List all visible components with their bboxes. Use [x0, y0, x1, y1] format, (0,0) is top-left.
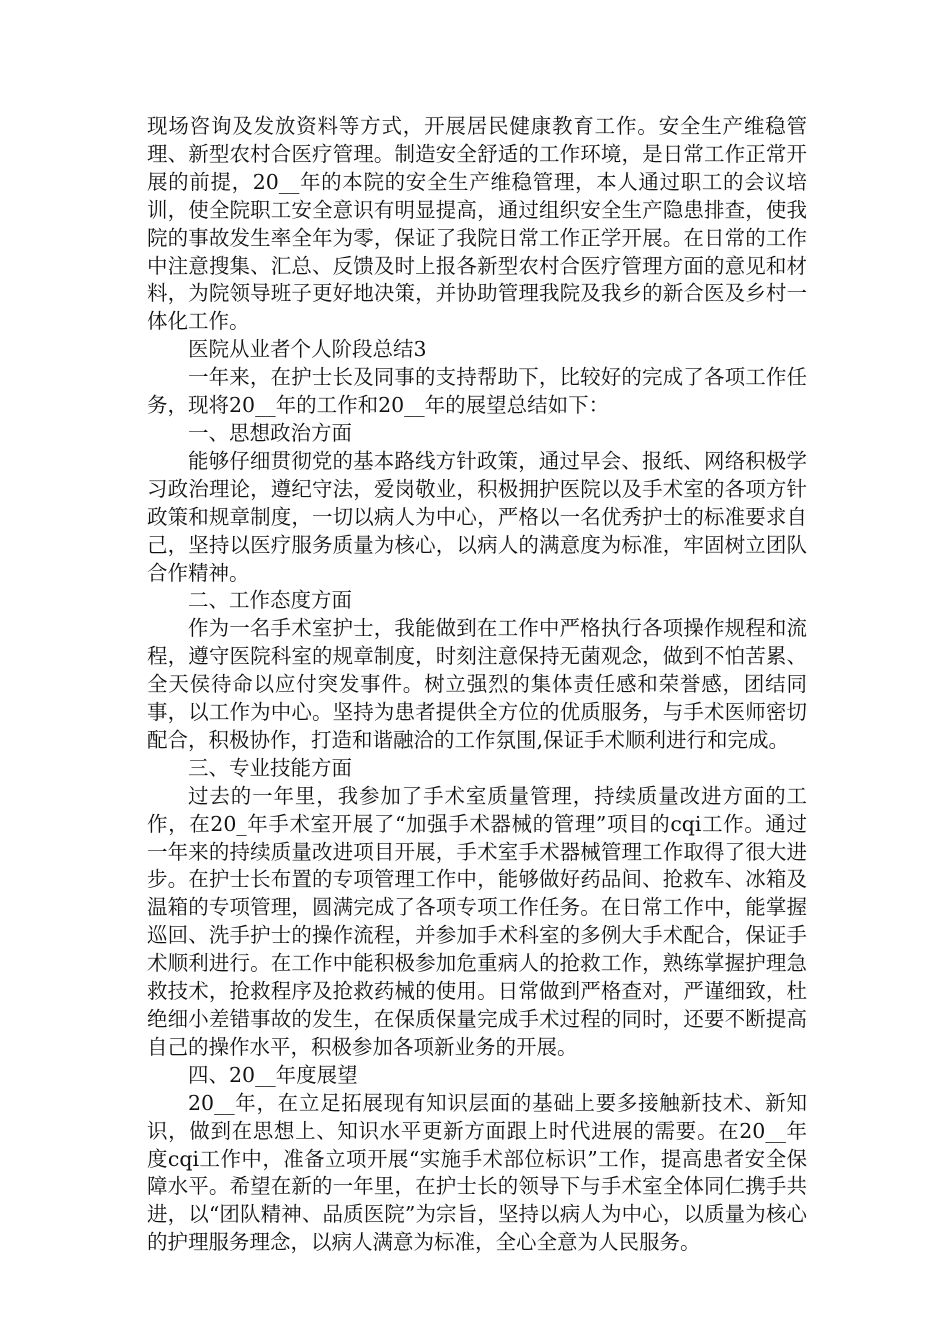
heading-political: 一、思想政治方面: [188, 420, 352, 445]
heading-outlook: 四、20__年度展望: [188, 1062, 358, 1087]
document-body: [147, 113, 807, 1257]
section-title: 医院从业者个人阶段总结3: [188, 337, 427, 362]
paragraph-political: 能够仔细贯彻党的基本路线方针政策，通过早会、报纸、网络积极学习政治理论，遵纪守法，爱岗敬业，积极拥护医院以及手术室的各项方针政策和规章制度，一切以病人为中心，严格以一名优秀护士的标准要求自己，坚持以医疗服务质量为核心，以病人的满意度为标准，牢固树立团队合作精神。: [147, 448, 807, 585]
paragraph-opening: 一年来，在护士长及同事的支持帮助下，比较好的完成了各项工作任务，现将20__年的工作和20__年的展望总结如下：: [147, 365, 807, 418]
heading-attitude: 二、工作态度方面: [188, 588, 352, 613]
paragraph-intro-continued: 现场咨询及发放资料等方式，开展居民健康教育工作。安全生产维稳管理、新型农村合医疗管理。制造安全舒适的工作环境，是日常工作正常开展的前提，20__年的本院的安全生产维稳管理，本人通过职工的会议培训，使全院职工安全意识有明显提高，通过组织安全生产隐患排查，使我院的事故发生率全年为零，保证了我院日常工作正学开展。在日常的工作中注意搜集、汇总、反馈及时上报各新型农村合医疗管理方面的意见和材料，为院领导班子更好地决策，并协助管理我院及我乡的新合医及乡村一体化工作。: [147, 114, 807, 334]
paragraph-attitude: 作为一名手术室护士，我能做到在工作中严格执行各项操作规程和流程，遵守医院科室的规章制度，时刻注意保持无菌观念，做到不怕苦累、全天侯待命以应付突发事件。树立强烈的集体责任感和荣誉感，团结同事，以工作为中心。坚持为患者提供全方位的优质服务，与手术医师密切配合，积极协作，打造和谐融洽的工作氛围,保证手术顺利进行和完成。: [147, 616, 807, 752]
heading-skills: 三、专业技能方面: [188, 755, 352, 780]
paragraph-outlook: 20__年，在立足拓展现有知识层面的基础上要多接触新技术、新知识，做到在思想上、知识水平更新方面跟上时代进展的需要。在20__年度cqi工作中，准备立项开展“实施手术部位标识”工作，提高患者安全保障水平。希望在新的一年里，在护士长的领导下与手术室全体同仁携手共进，以“团队精神、品质医院”为宗旨，坚持以病人为中心，以质量为核心的护理服务理念，以病人满意为标准，全心全意为人民服务。: [147, 1090, 807, 1255]
paragraph-skills: 过去的一年里，我参加了手术室质量管理，持续质量改进方面的工作，在20_年手术室开展了“加强手术器械的管理”项目的cqi工作。通过一年来的持续质量改进项目开展，手术室手术器械管理工作取得了很大进步。在护士长布置的专项管理工作中，能够做好药品间、抢救车、冰箱及温箱的专项管理，圆满完成了各项专项工作任务。在日常工作中，能掌握巡回、洗手护士的操作流程，并参加手术科室的多例大手术配合，保证手术顺利进行。在工作中能积极参加危重病人的抢救工作，熟练掌握护理急救技术，抢救程序及抢救药械的使用。日常做到严格查对，严谨细致，杜绝细小差错事故的发生，在保质保量完成手术过程的同时，还要不断提高自己的操作水平，积极参加各项新业务的开展。: [147, 783, 807, 1059]
